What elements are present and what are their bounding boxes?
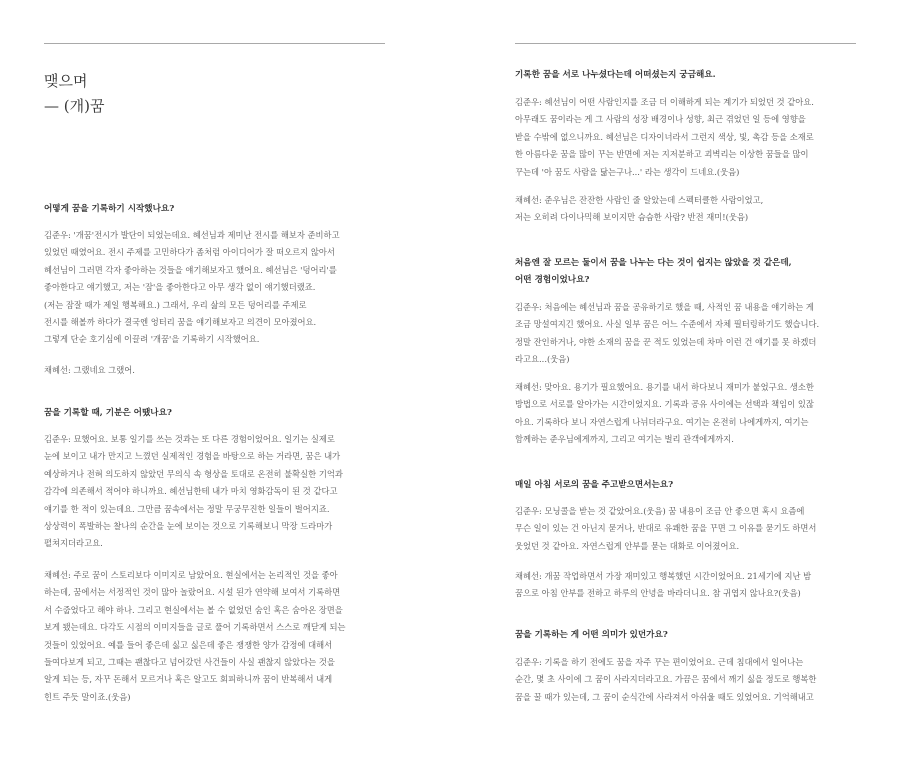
answer-paragraph: 채혜선: 주로 꿈이 스토리보다 이미지로 남았어요. 현실에서는 논리적인 것을 좋아 하는데, 꿈에서는 서정적인 것이 많아 놀랐어요. 시설 된가 연약해 보여서 기록하면 서 수줍었다고 해야 하나. 그리고 현실에서는 볼 수 없었던 숨인 혹은 숨아온 장면을 보게 됐는데요. 다각도 시점의 이미지들을 글로 풀어 기록하면서 스스로 깨닫게 되는 것들이 있었어요. 예를 들어 좋은데 싫고 싫은데 좋은 쟁쟁한 양가 감정에 대해서 들여다보게 되고, 그때는 괜찮다고 넘어갔던 사건들이 사실 괜찮지 않았다는 것을 알게 되는 등, 자꾸 돈해서 모르거나 혹은 알고도 회피하니까 꿈이 반복해서 내게 힌트 주듯 말이죠.(웃음) bbox=[44, 570, 346, 702]
answer-paragraph: 채혜선: 맞아요. 용기가 필요했어요. 용기를 내서 하다보니 재미가 붙었구요. 생소한 방법으로 서로를 알아가는 시간이었지요. 기록과 공유 사이에는 선택과 책임이 있잖 아요. 기록하다 보니 자연스럽게 나뉘더라구요. 여기는 온전히 나에게까지, 여기는 함께하는 준우님에게까지, 그리고 여기는 벌리 관객에게까지. bbox=[515, 382, 814, 445]
page-title bbox=[44, 69, 104, 119]
answer-paragraph: 김준우: 모닝콜을 받는 것 같았어요.(웃음) 꿈 내용이 조금 안 좋으면 혹시 요즘에 무슨 일이 있는 건 아닌지 묻거나, 반대로 유쾌한 꿈을 꾸면 그 이유를 묻기도 하면서 웃었던 것 같아요. 자연스럽게 안부를 묻는 대화로 이어졌어요. bbox=[515, 506, 817, 551]
answer-paragraph: 채혜선: 그랬네요 그랬어. bbox=[44, 365, 135, 375]
answer-paragraph: 김준우: 기록을 하기 전에도 꿈을 자주 꾸는 편이었어요. 근데 침대에서 일어나는 순간, 몇 초 사이에 그 꿈이 사라지더라고요. 가끔은 꿈에서 깨기 싫을 정도로 행복한 꿈을 꿀 때가 있는데, 그 꿈이 순식간에 사라져서 아쉬울 때도 있었어요. 기억해내고 bbox=[515, 657, 817, 702]
question-heading: 꿈을 기록할 때, 기분은 어땠나요? bbox=[44, 408, 172, 418]
left-header-rule bbox=[44, 43, 385, 44]
subtitle-text: — (개)꿈 bbox=[44, 97, 105, 115]
right-header-rule bbox=[515, 43, 856, 44]
question-heading: 처음엔 잘 모르는 둘이서 꿈을 나누는 다는 것이 쉽지는 않았을 것 같은데, 어떤 경험이었나요? bbox=[515, 258, 792, 286]
question-heading: 어떻게 꿈을 기록하기 시작했나요? bbox=[44, 204, 175, 214]
answer-paragraph: 김준우: '개꿈'전시가 발단이 되었는데요. 혜선님과 제미난 전시를 해보자 준비하고 있었던 때였어요. 전시 주제를 고민하다가 좀처럼 아이디어가 잘 떠오르지 않아서 혜선님이 그러면 각자 좋아하는 것들을 얘기해보자고 했어요. 혜선님은 '덩어리'를 좋아한다고 얘기했고, 저는 '잠'을 좋아한다고 아무 생각 없이 얘기했더랬죠. (저는 잠잘 때가 제일 행복해요.) 그래서, 우리 삶의 모든 덩어리를 주제로 전시를 해볼까 하다가 결국엔 엉터리 꿈을 얘기해보자고 의견이 모아졌어요. 그렇게 단순 호기심에 이끌려 '개꿈'을 기록하기 시작했어요. bbox=[44, 230, 340, 345]
answer-paragraph: 채혜선: 개꿈 작업하면서 가장 재미있고 행복했던 시간이었어요. 21세기에 지난 밤 꿈으로 아침 안부를 전하고 하루의 안녕을 바라더니요. 참 귀엽지 않나요?(웃음) bbox=[515, 571, 812, 599]
answer-paragraph: 김준우: 혜선님이 어떤 사람인지를 조금 더 이해하게 되는 계기가 되었던 것 같아요. 아무래도 꿈이라는 게 그 사람의 성장 배경이나 성향, 최근 겪었던 일 등에 영향을 받을 수밖에 없으니까요. 혜선님은 디자이너라서 그런지 색상, 빛, 촉감 등을 소재로 한 아름다운 꿈을 많이 꾸는 반면에 저는 지저분하고 괴벽리는 이상한 꿈들을 많이 꾸는데 '아 꿈도 사람을 닮는구나...' 라는 생각이 드네요.(웃음) bbox=[515, 97, 814, 177]
title-text: 맺으며 bbox=[44, 72, 88, 90]
answer-paragraph: 채혜선: 준우님은 잔잔한 사람인 줄 알았는데 스펙터클한 사람이었고, 저는 오히려 다이나믹해 보이지만 슴슴한 사람? 반전 재미!(웃음) bbox=[515, 195, 764, 223]
question-heading: 꿈을 기록하는 게 어떤 의미가 있던가요? bbox=[515, 630, 668, 640]
answer-paragraph: 김준우: 묘했어요. 보통 일기를 쓰는 것과는 또 다른 경험이었어요. 일기는 실제로 눈에 보이고 내가 만지고 느꼈던 실제적인 경험을 바탕으로 하는 거라면, 꿈은 내가 예상하거나 전혀 의도하지 않았던 무의식 속 형상을 토대로 온전히 불확실한 기억과 감각에 의존해서 적어야 하니까요. 혜선님한테 내가 마치 영화감독이 된 것 같다고 얘기를 한 적이 있는데요. 그만큼 꿈속에서는 정말 무궁무진한 일들이 벌어지죠. 상상력이 폭발하는 찰나의 순간을 눈에 보이는 것으로 기록해보니 막장 드라마가 펼쳐지더라고요. bbox=[44, 434, 343, 549]
question-heading: 매일 아침 서로의 꿈을 주고받으면서는요? bbox=[515, 480, 674, 490]
answer-paragraph: 김준우: 처음에는 혜선님과 꿈을 공유하기로 했을 때, 사적인 꿈 내용을 얘기하는 게 조금 망설여지긴 했어요. 사실 일부 꿈은 어느 수준에서 자체 필터링하기도 했습니다. 정말 잔인하거나, 야한 소재의 꿈을 꾼 적도 있었는데 차마 이런 건 얘기를 못 하겠더 라고요...(웃음) bbox=[515, 302, 820, 365]
question-heading: 기록한 꿈을 서로 나누셨다는데 어떠셨는지 궁금해요. bbox=[515, 70, 716, 80]
